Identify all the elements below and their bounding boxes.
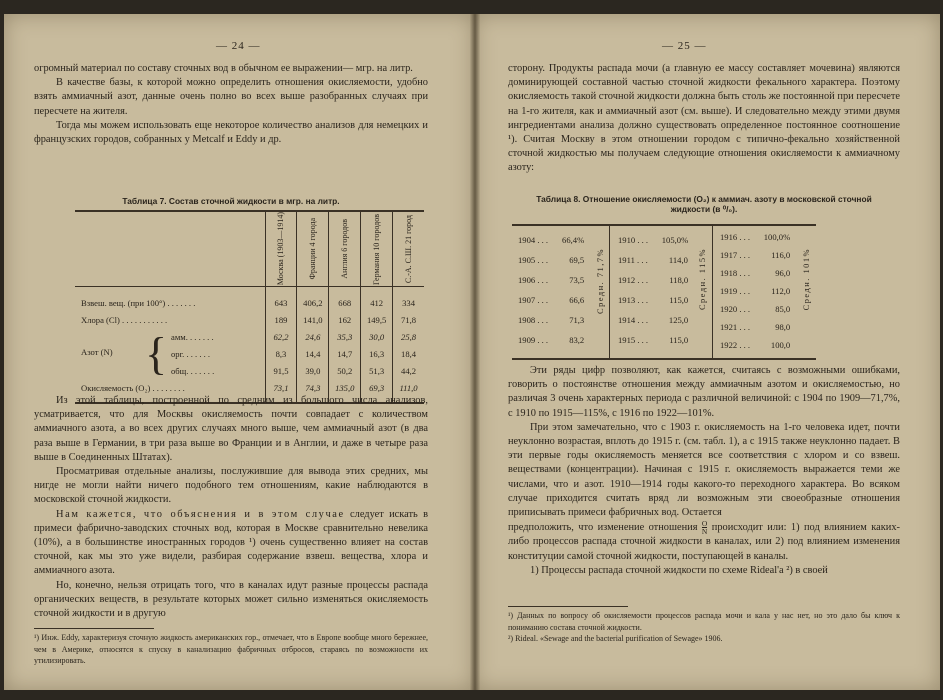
table-row: 1908 . . . 71,3 — [518, 315, 585, 325]
paragraph: сторону. Продукты распада мочи (а главную ее массу составляет мочевина) являются доминирующей составной частью сточной жидкости фекального характера. Поэтому окисляемость такой сточной жидкости должна быть столь же постоянной при пересчете на 1-го жителя, как и аммиачный азот (см. выше). И следовательно между этими двумя ингредиентами анализа должно существовать определенное постоянное соотношение ¹). Считая Москву в этом отношении городом с типично-фекально хозяйственной сточной жидкостью мы получаем следующие отношения окисляемости к аммиачному азоту: — [508, 63, 900, 174]
column-header: Москва (1903—1914) — [265, 211, 297, 287]
paragraph: Эти ряды цифр позволяют, как кажется, считаясь с возможными ошибками, говорить о постоянстве отношения между аммиачным азотом и окисляемостью, но различая 3 очень характерных периода с различной величиной: с 1904 по 1909—71,7%, с 1910 по 1915—115%, с 1916 по 1922—101%. — [508, 365, 900, 419]
footnote: ¹) Инж. Eddy, характеризуя сточную жидкость американских гор., отмечает, что в Европе вообще много бережнее, чем в Америке, относятся к спуску в канализацию фабричных отбросов, стараясь по возможности их утилизировать. — [34, 633, 428, 665]
period-column — [618, 230, 688, 350]
table-row: 1919 . . . 112,0 — [720, 286, 791, 296]
table-row: 1911 . . . 114,0 — [618, 255, 688, 265]
column-header: Германия 10 городов — [361, 211, 393, 287]
table-row: Взвеш. вещ. (при 100°) . . . . . . . 643 406,2 668 412 334 — [75, 295, 424, 312]
paragraph: предположить, что изменение отношения $\frac{O}{N}$ происходит или: 1) под влиянием каких-либо процессов распада сточной жидкости в каналах, или 2) под влиянием изменения конституции самой сточной жидкости, поступающей в каналы. — [508, 519, 900, 562]
brace-glyph: { — [145, 327, 168, 379]
period-column — [518, 230, 584, 350]
column-divider — [712, 226, 713, 358]
table-row: Азот (N) { орг. . . . . . . 8,3 14,4 14,7 16,3 18,4 — [75, 346, 424, 363]
right-page — [474, 14, 940, 690]
table-row: Окисляемость (O₂) . . . . . . . . 73,1 74,3 135,0 69,3 111,0 — [75, 380, 424, 397]
paragraph: Из этой таблицы, построенной по средним из большого числа анализов, усматривается, что для Москвы окисляемость почти совпадает с количеством аммиачного азота, а во всех других случаях много выше, чем аммиачный азот (в два раза выше в Германии, в три раза выше во Франции и в Англии, и даже в четыре раза выше в Соединенных Штатах). — [34, 395, 428, 463]
table-row: 1913 . . . 115,0 — [618, 295, 689, 305]
table-row: 1909 . . . 83,2 — [518, 335, 585, 345]
period-average: Средн. 115% — [698, 248, 707, 311]
table-row: 1910 . . . 105,0% — [618, 235, 689, 245]
fraction: $\frac{O}{N}$ — [701, 519, 708, 537]
page-number: — 25 — — [662, 40, 707, 52]
table-row: 1922 . . . 100,0 — [720, 340, 791, 350]
text-block — [34, 394, 428, 621]
column-header: Франции 4 города — [297, 211, 329, 287]
left-page — [4, 14, 474, 690]
table-row: 1918 . . . 96,0 — [720, 268, 791, 278]
paragraph: Просматривая отдельные анализы, послужившие для вывода этих средних, мы нигде не могли найти ничего подобного тем отношениям, какие наблюдаются в московской сточной жидкости. — [34, 466, 428, 506]
paragraph: Но, конечно, нельзя отрицать того, что в каналах идут разные процессы распада органических веществ, в результате которых может сильно изменяться окисляемость сточной жидкости и в другую — [34, 579, 428, 620]
footnote-rule — [34, 628, 154, 629]
table-row: 1905 . . . 69,5 — [518, 255, 585, 265]
page-number: — 24 — — [216, 40, 261, 52]
period-column — [720, 228, 790, 354]
ratio-table — [512, 224, 816, 360]
table-row: 1915 . . . 115,0 — [618, 335, 689, 345]
paragraph: Нам кажется, что объяснения и в этом случае следует искать в примеси фабрично-заводских сточных вод, которая в Москве сравнительно невелика (10%), а в большинстве иностранных городов ¹) очень существенно влияет на состав сточной, как мы это уже видели, разбирая содержание взвеш. вещества, хлора и аммиачного азота. — [34, 508, 429, 577]
table-row: Хлора (Cl) . . . . . . . . . . . 189 141,0 162 149,5 71,8 — [75, 312, 424, 329]
paragraph: огромный материал по составу сточных вод в обычном ее выражении— мгр. на литр. — [34, 63, 413, 74]
table-row: 1920 . . . 85,0 — [720, 304, 791, 314]
paragraph: Тогда мы можем использовать еще некоторое количество анализов для немецких и французских городов, собранных у Metcalf и Eddy и др. — [34, 119, 428, 146]
table-row: 1904 . . . 66,4% — [518, 235, 585, 245]
column-header: Англия 6 городов — [329, 211, 361, 287]
composition-table — [75, 210, 424, 404]
period-average: Средн. 101% — [802, 248, 811, 311]
table-row: 1917 . . . 116,0 — [720, 250, 791, 260]
text-block — [508, 364, 900, 578]
nitrogen-label: Азот (N) — [81, 346, 113, 357]
column-header: С.-А. С.Ш. 21 город — [393, 211, 424, 287]
text-block — [34, 62, 428, 147]
table-row: 1907 . . . 66,6 — [518, 295, 585, 305]
table-row: 1921 . . . 98,0 — [720, 322, 791, 332]
table-row: 1912 . . . 118,0 — [618, 275, 689, 285]
footnote: ¹) Данных по вопросу об окисляемости процессов распада мочи и кала у нас нет, но это дало бы ключ к пониманию состава сточной жидкости. ²) Rideal. «Sewage and the bacterial purification of Sewage» 1906. — [508, 611, 900, 643]
column-divider — [609, 226, 610, 358]
paragraph: 1) Процессы распада сточной жидкости по схеме Rideal'a ²) в своей — [530, 564, 828, 576]
table-caption: Таблица 8. Отношение окисляемости (O₂) к аммиач. азоту в московской сточной жидкости (в ⁰/₀). — [536, 194, 872, 214]
table-row: 1914 . . . 125,0 — [618, 315, 689, 325]
book-gutter — [470, 14, 480, 690]
table-row: 1916 . . . 100,0% — [720, 232, 791, 242]
footnote-rule — [508, 606, 628, 607]
table-row: амм. . . . . . . 62,2 24,6 35,3 30,0 25,8 — [75, 329, 424, 346]
paragraph: В качестве базы, к которой можно определить отношения окисляемости, удобно взять аммиачный азот, данные очень полно во всех выше разобранных случаях при пересчете на жителя. — [34, 77, 428, 117]
paragraph: При этом замечательно, что с 1903 г. окисляемость на 1-го человека идет, почти неуклонно возрастая, вплоть до 1915 г. (см. табл. 1), а с 1915 также неуклонно падает. В эти первые годы окисляемость меняется все соответствия с хлором и со взвеш. веществами (концентрации). Начиная с 1915 г. окисляемость выражается теми же числами, что и азот. 1910—1914 годы какого-то переходного характера. Во всяком случае приходится считать вряд ли возможным эти своеобразные отношения приписывать примеси фабричных вод. Остается — [508, 421, 900, 519]
text-block — [508, 62, 900, 176]
period-average: Средн. 71,7% — [596, 248, 605, 314]
table-row: 1906 . . . 73,5 — [518, 275, 585, 285]
table-corner — [75, 211, 265, 287]
table-row: общ. . . . . . . 91,5 39,0 50,2 51,3 44,2 — [75, 363, 424, 380]
table-caption: Таблица 7. Состав сточной жидкости в мгр. на литр. — [122, 196, 340, 206]
